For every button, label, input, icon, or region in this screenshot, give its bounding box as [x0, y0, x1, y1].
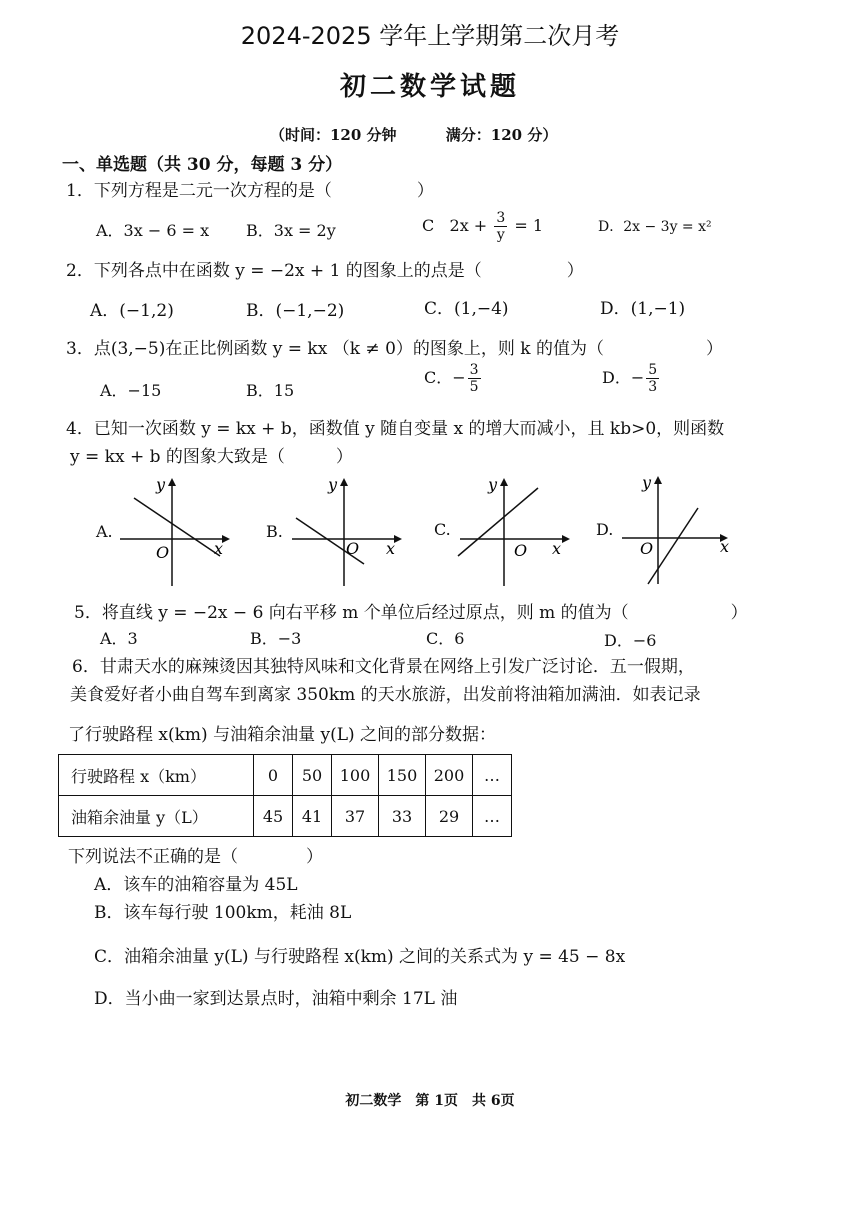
section-heading: 一、单选题（共 30 分，每题 3 分） [62, 155, 343, 175]
graph-c-y-arrow [500, 478, 508, 486]
q1-c-num: 3 [496, 210, 506, 226]
q1-option-c-post: = 1 [514, 216, 543, 235]
q3-c-den: 5 [469, 379, 479, 395]
graph-d-line [648, 508, 698, 584]
exam-time: （时间：120 分钟 [270, 126, 397, 144]
table-cell: 45 [254, 796, 293, 837]
graph-a-x-arrow [222, 535, 230, 543]
exam-score: 满分：120 分） [445, 126, 558, 144]
q3-c-num: 3 [469, 362, 479, 378]
graph-b-y-label: y [328, 475, 338, 494]
q3-option-c [424, 362, 483, 395]
q1-option-b: B．3x = 2y [246, 221, 336, 240]
table-row [59, 796, 512, 837]
q4-graph-a [114, 474, 234, 594]
graph-d-x-label: x [720, 537, 730, 556]
graph-c-x-arrow [562, 535, 570, 543]
table-cell: 33 [379, 796, 426, 837]
q6-option-d: D．当小曲一家到达景点时，油箱中剩余 17L 油 [94, 989, 458, 1009]
q1-c-den: y [496, 227, 505, 243]
q2-option-a: A．(−1,2) [90, 301, 174, 321]
q1-option-a: A．3x − 6 = x [96, 221, 210, 240]
q5-stem: 5．将直线 y = −2x − 6 向右平移 m 个单位后经过原点，则 m 的值为（ ） [74, 603, 748, 623]
q2-stem: 2．下列各点中在函数 y = −2x + 1 的图象上的点是（ ） [66, 261, 584, 281]
graph-d-y-label: y [642, 473, 652, 492]
q5-option-b: B．−3 [250, 629, 302, 648]
table-cell: 100 [332, 755, 379, 796]
graph-b-x-label: x [386, 539, 396, 558]
q3-option-d-label: D．− [602, 368, 645, 387]
table-cell: 0 [254, 755, 293, 796]
exam-info [270, 124, 601, 145]
q1-option-c-fraction [494, 210, 507, 243]
q4-graph-b [286, 474, 406, 594]
q3-option-c-label: C．− [424, 368, 466, 387]
graph-c-y-label: y [488, 475, 498, 494]
q4-graph-c-label: C. [434, 520, 451, 539]
graph-d-y-arrow [654, 476, 662, 484]
q5-option-c: C．6 [426, 629, 465, 648]
graph-b-origin: O [346, 539, 360, 558]
table-cell: 50 [293, 755, 332, 796]
table-cell: … [473, 796, 512, 837]
q3-option-a: A．−15 [100, 381, 162, 400]
graph-a-y-arrow [168, 478, 176, 486]
graph-b-x-arrow [394, 535, 402, 543]
exam-header-title: 2024-2025 学年上学期第二次月考 [240, 22, 620, 50]
table-cell: 200 [426, 755, 473, 796]
q4-graph-b-label: B. [266, 522, 283, 541]
q4-graph-d [616, 472, 736, 592]
q3-d-num: 5 [648, 362, 658, 378]
q6-option-a: A．该车的油箱容量为 45L [94, 875, 298, 895]
table-cell: 41 [293, 796, 332, 837]
q2-option-d: D．(1,−1) [600, 299, 686, 319]
graph-c-x-label: x [552, 539, 562, 558]
q3-option-c-fraction [468, 362, 481, 395]
q1-option-d: D．2x − 3y = x² [598, 219, 712, 235]
q1-option-c-pre: 2x + [449, 216, 488, 235]
q4-graph-d-label: D. [596, 520, 614, 539]
q1-stem: 1．下列方程是二元一次方程的是（ ） [66, 181, 434, 201]
graph-c-origin: O [514, 541, 528, 560]
q6-stem-line3: 了行驶路程 x(km) 与油箱余油量 y(L) 之间的部分数据： [68, 725, 497, 745]
q4-graph-a-label: A. [96, 522, 113, 541]
q3-option-d-fraction [646, 362, 659, 395]
q2-option-b: B．(−1,−2) [246, 301, 345, 321]
table-row-head-distance: 行驶路程 x（km） [59, 755, 254, 796]
q1-option-c-label: C [422, 216, 435, 235]
q6-data-table [58, 754, 512, 837]
q4-stem-line2: y = kx + b 的图象大致是（ ） [70, 447, 353, 467]
graph-a-line [134, 498, 220, 556]
graph-a-origin: O [156, 543, 170, 562]
q5-option-d: D．−6 [604, 631, 657, 650]
table-row-head-fuel: 油箱余油量 y（L） [59, 796, 254, 837]
q6-stem-line1: 6．甘肃天水的麻辣烫因其独特风味和文化背景在网络上引发广泛讨论．五一假期， [72, 657, 695, 677]
q2-option-c: C．(1,−4) [424, 299, 509, 319]
q1-option-c [422, 210, 543, 243]
q5-option-a: A．3 [100, 629, 138, 648]
q6-question: 下列说法不正确的是（ ） [68, 847, 323, 867]
table-cell: 29 [426, 796, 473, 837]
q4-graph-c [454, 474, 574, 594]
q6-stem-line2: 美食爱好者小曲自驾车到离家 350km 的天水旅游，出发前将油箱加满油．如表记录 [70, 685, 701, 705]
page-footer: 初二数学 第 1页 共 6页 [345, 1093, 515, 1109]
q3-option-b: B．15 [246, 381, 295, 400]
graph-d-origin: O [640, 539, 654, 558]
graph-a-x-label: x [214, 539, 224, 558]
graph-b-y-arrow [340, 478, 348, 486]
table-row [59, 755, 512, 796]
q6-option-c: C．油箱余油量 y(L) 与行驶路程 x(km) 之间的关系式为 y = 45 − 8x [94, 947, 626, 967]
table-cell: 150 [379, 755, 426, 796]
graph-a-y-label: y [156, 475, 166, 494]
q3-stem: 3．点(3,−5)在正比例函数 y = kx （k ≠ 0）的图象上，则 k 的值为（ ） [66, 339, 723, 359]
table-cell: … [473, 755, 512, 796]
q3-d-den: 3 [648, 379, 658, 395]
q3-option-d [602, 362, 661, 395]
q6-option-b: B．该车每行驶 100km，耗油 8L [94, 903, 352, 923]
table-cell: 37 [332, 796, 379, 837]
q4-stem-line1: 4．已知一次函数 y = kx + b，函数值 y 随自变量 x 的增大而减小，且 kb>0，则函数 [66, 419, 725, 439]
paper-title: 初二数学试题 [339, 72, 520, 102]
